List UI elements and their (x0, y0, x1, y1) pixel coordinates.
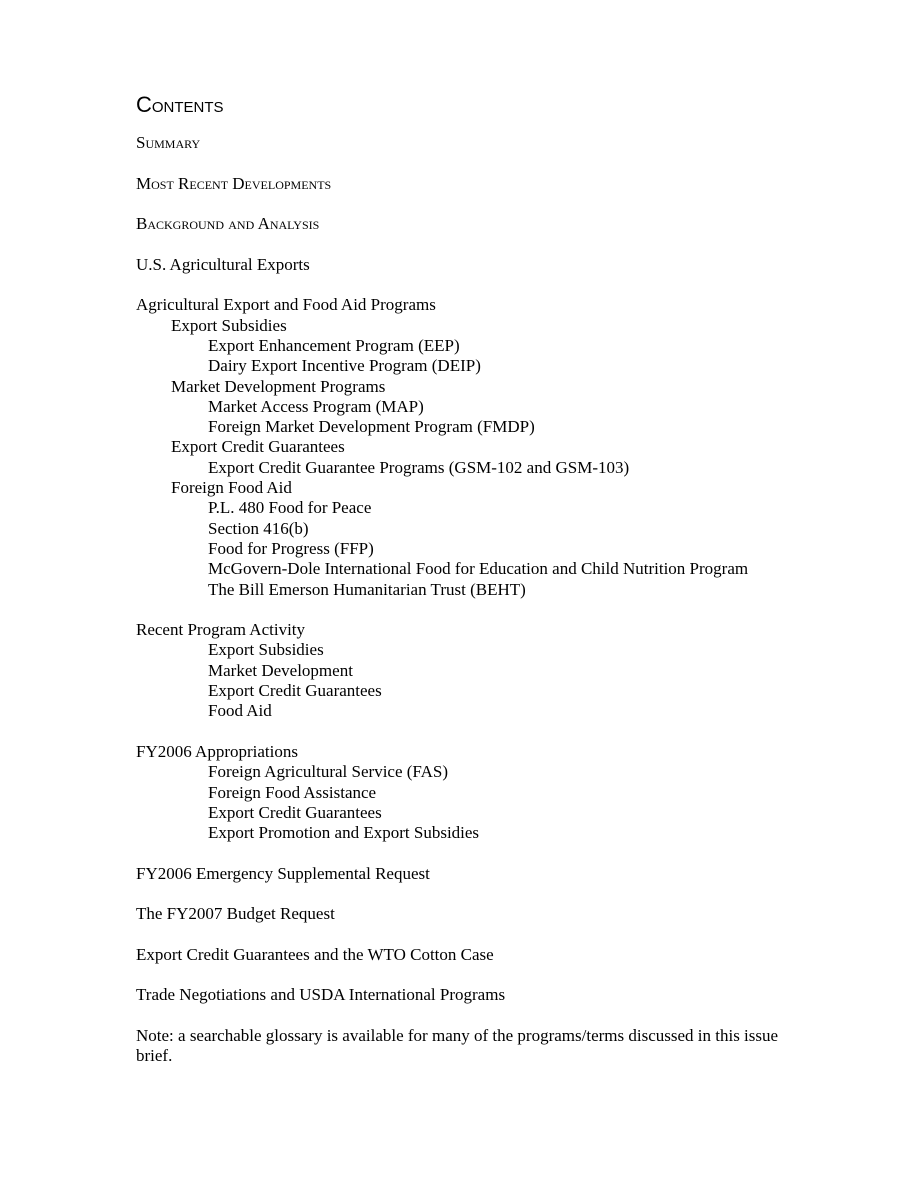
toc-wto-cotton-case[interactable]: Export Credit Guarantees and the WTO Cotton Case (136, 944, 494, 964)
toc-export-promotion[interactable]: Export Promotion and Export Subsidies (208, 823, 480, 843)
spacer (136, 965, 816, 985)
toc-eep[interactable]: Export Enhancement Program (EEP) (208, 335, 460, 355)
toc-recent-export-subsidies[interactable]: Export Subsidies (208, 640, 324, 660)
spacer (136, 600, 816, 620)
toc-approp-export-credit[interactable]: Export Credit Guarantees (208, 802, 382, 822)
spacer (136, 843, 816, 863)
toc-market-development-programs[interactable]: Market Development Programs (171, 376, 386, 396)
toc-fy2006-supplemental[interactable]: FY2006 Emergency Supplemental Request (136, 863, 430, 883)
toc-map[interactable]: Market Access Program (MAP) (208, 396, 424, 416)
toc-section-416b[interactable]: Section 416(b) (208, 518, 309, 538)
spacer (136, 722, 816, 742)
toc-ffp[interactable]: Food for Progress (FFP) (208, 538, 374, 558)
spacer (136, 234, 816, 254)
spacer (136, 1006, 816, 1026)
toc-trade-negotiations[interactable]: Trade Negotiations and USDA International Programs (136, 985, 506, 1005)
toc-foreign-food-assistance[interactable]: Foreign Food Assistance (208, 782, 377, 802)
toc-most-recent-developments[interactable]: Most Recent Developments (136, 173, 332, 193)
spacer (136, 275, 816, 295)
toc-export-credit-guarantees[interactable]: Export Credit Guarantees (171, 437, 345, 457)
toc-fy2006-appropriations[interactable]: FY2006 Appropriations (136, 741, 298, 761)
toc-pl480[interactable]: P.L. 480 Food for Peace (208, 498, 372, 518)
toc-gsm[interactable]: Export Credit Guarantee Programs (GSM-102 and GSM-103) (208, 457, 630, 477)
toc-summary[interactable]: Summary (136, 133, 201, 152)
toc-foreign-food-aid[interactable]: Foreign Food Aid (171, 478, 292, 498)
toc-recent-food-aid[interactable]: Food Aid (208, 701, 272, 721)
toc-fmdp[interactable]: Foreign Market Development Program (FMDP) (208, 417, 535, 437)
toc-us-agricultural-exports[interactable]: U.S. Agricultural Exports (136, 254, 310, 274)
toc-fy2007-budget[interactable]: The FY2007 Budget Request (136, 904, 335, 924)
spacer (136, 194, 816, 214)
toc-fas[interactable]: Foreign Agricultural Service (FAS) (208, 762, 449, 782)
contents-page (136, 88, 816, 1067)
toc-export-food-aid-programs[interactable]: Agricultural Export and Food Aid Programs (136, 295, 436, 315)
toc-recent-program-activity[interactable]: Recent Program Activity (136, 620, 306, 640)
toc-recent-export-credit[interactable]: Export Credit Guarantees (208, 681, 382, 701)
page-title: Contents (136, 92, 224, 117)
toc-beht[interactable]: The Bill Emerson Humanitarian Trust (BEHT) (208, 579, 526, 599)
spacer (136, 884, 816, 904)
toc-background-and-analysis[interactable]: Background and Analysis (136, 214, 320, 234)
toc-recent-market-development[interactable]: Market Development (208, 660, 353, 680)
spacer (136, 153, 816, 173)
toc-export-subsidies[interactable]: Export Subsidies (171, 315, 287, 335)
spacer (136, 925, 816, 945)
toc-mcgovern-dole[interactable]: McGovern-Dole International Food for Education and Child Nutrition Program (208, 559, 749, 579)
glossary-note: Note: a searchable glossary is available for many of the programs/terms discussed in this issue brief. (136, 1026, 779, 1066)
toc-deip[interactable]: Dairy Export Incentive Program (DEIP) (208, 356, 481, 376)
